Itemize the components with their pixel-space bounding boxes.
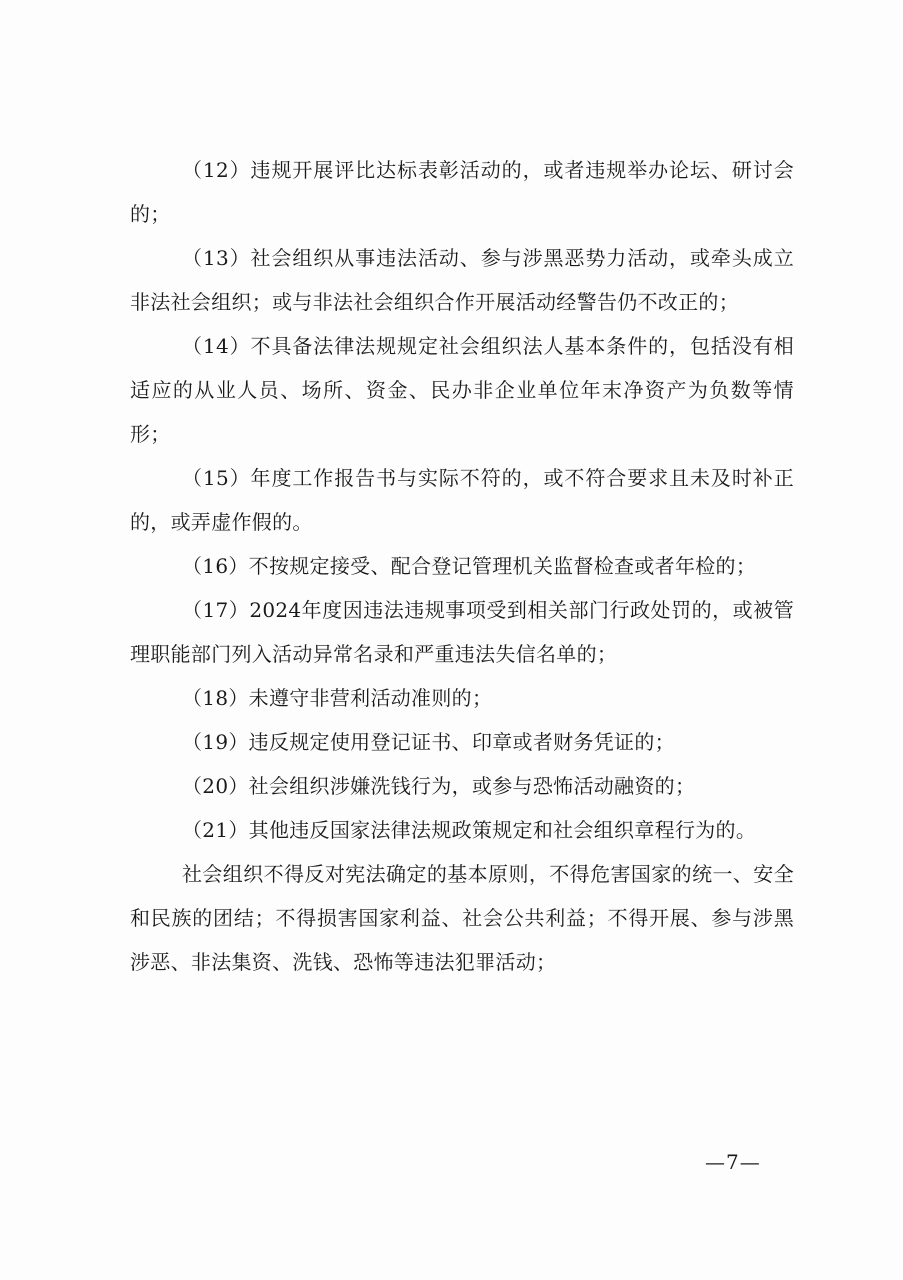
page-number: —7—	[705, 1150, 761, 1174]
paragraph-item-19: （19）违反规定使用登记证书、印章或者财务凭证的；	[182, 730, 675, 754]
paragraph-item-15: （15）年度工作报告书与实际不符的，或不符合要求且未及时补正的，或弄虚作假的。	[130, 466, 794, 534]
paragraph-item-18: （18）未遵守非营利活动准则的；	[182, 686, 493, 710]
paragraph-item-14: （14）不具备法律法规规定社会组织法人基本条件的，包括没有相适应的从业人员、场所、资金、民办非企业单位年末净资产为负数等情形；	[130, 334, 794, 446]
document-body	[130, 148, 794, 984]
paragraph-principles: 社会组织不得反对宪法确定的基本原则，不得危害国家的统一、安全和民族的团结；不得损害国家利益、社会公共利益；不得开展、参与涉黑涉恶、非法集资、洗钱、恐怖等违法犯罪活动；	[130, 862, 794, 974]
paragraph-item-12: （12）违规开展评比达标表彰活动的，或者违规举办论坛、研讨会的；	[130, 158, 794, 226]
paragraph-item-21: （21）其他违反国家法律法规政策规定和社会组织章程行为的。	[182, 818, 757, 842]
paragraph-item-17: （17）2024年度因违法违规事项受到相关部门行政处罚的，或被管理职能部门列入活动异常名录和严重违法失信名单的；	[130, 598, 794, 666]
paragraph-item-16: （16）不按规定接受、配合登记管理机关监督检查或者年检的；	[182, 554, 757, 578]
paragraph-item-13: （13）社会组织从事违法活动、参与涉黑恶势力活动，或牵头成立非法社会组织；或与非法社会组织合作开展活动经警告仍不改正的；	[130, 246, 794, 314]
paragraph-item-20: （20）社会组织涉嫌洗钱行为，或参与恐怖活动融资的；	[182, 774, 696, 798]
